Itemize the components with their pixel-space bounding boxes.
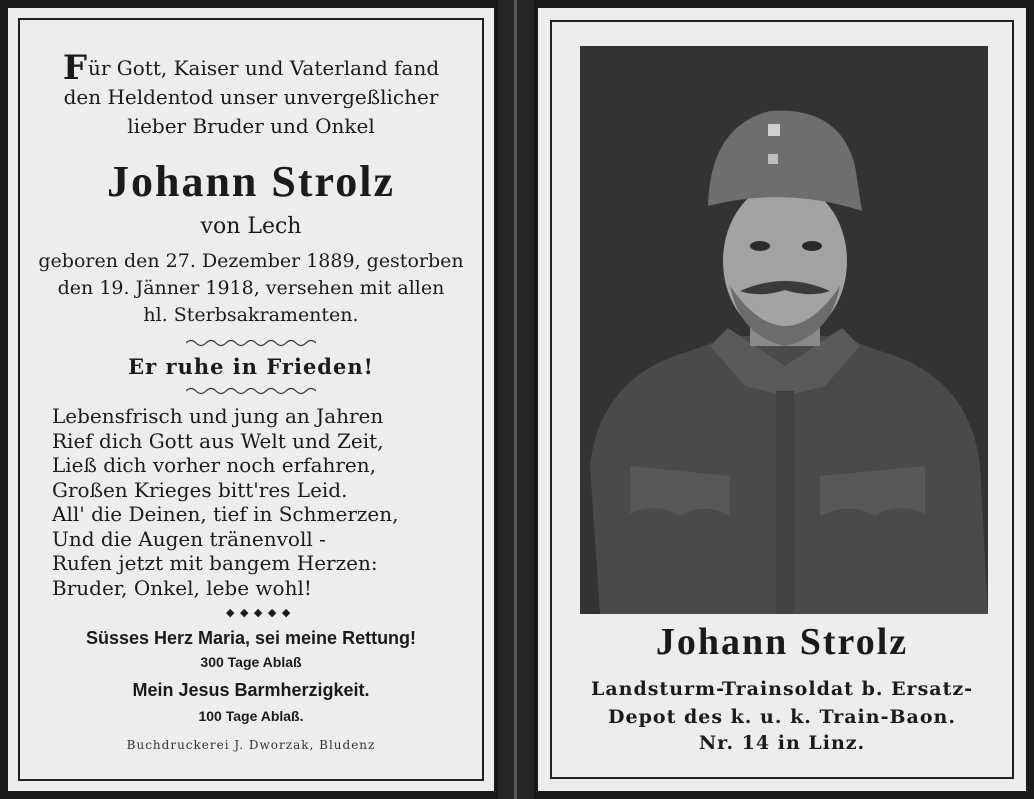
indulgence-300: 300 Tage Ablaß <box>200 654 302 670</box>
deceased-name: Johann Strolz <box>106 157 396 206</box>
poem-line: Großen Krieges bitt'res Leid. <box>52 477 348 502</box>
poem-line: Bruder, Onkel, lebe wohl! <box>52 575 312 600</box>
squiggle-divider-top <box>186 338 316 348</box>
poem-line: Ließ dich vorher noch erfahren, <box>52 453 377 477</box>
prayer-jesus-mercy: Mein Jesus Barmherzigkeit. <box>132 680 370 700</box>
prayer-heart-of-mary: Süsses Herz Maria, sei meine Rettung! <box>85 628 417 648</box>
printer-credit: Buchdruckerei J. Dworzak, Bludenz <box>126 738 376 752</box>
poem-line: Rufen jetzt mit bangem Herzen: <box>52 551 378 575</box>
poem-line: Und die Augen tränenvoll - <box>52 526 326 551</box>
origin-text: von Lech <box>200 214 302 239</box>
dates-text <box>8 248 494 329</box>
dates-line-1: geboren den 27. Dezember 1889, gestorben <box>38 250 464 272</box>
intro-line-3: lieber Bruder und Onkel <box>127 114 375 138</box>
left-memorial-card <box>8 8 494 791</box>
intro-text <box>8 48 494 141</box>
card-fold <box>498 0 534 799</box>
memorial-poem <box>52 404 398 600</box>
poem-line: Rief dich Gott aus Welt und Zeit, <box>52 428 384 453</box>
poem-line: All' die Deinen, tief in Schmerzen, <box>52 502 399 526</box>
poem-line: Lebensfrisch und jung an Jahren <box>52 404 384 428</box>
dates-line-2: den 19. Jänner 1918, versehen mit allen <box>57 277 445 299</box>
intro-line-2: den Heldentod unser unvergeßlicher <box>63 85 439 109</box>
caption-line-1: Landsturm-Trainsoldat b. Ersatz- <box>590 678 974 700</box>
dates-line-3: hl. Sterbsakramenten. <box>143 304 359 326</box>
intro-initial: F <box>62 48 87 88</box>
caption-line-3: Nr. 14 in Linz. <box>698 732 866 754</box>
intro-line-1: ür Gott, Kaiser und Vaterland fand <box>87 56 440 80</box>
rest-in-peace: Er ruhe in Frieden! <box>128 354 374 379</box>
ornament-divider: ◆ ◆ ◆ ◆ ◆ <box>226 606 292 619</box>
right-memorial-card <box>538 8 1026 791</box>
soldier-portrait-photo <box>580 46 988 614</box>
squiggle-divider-bottom <box>186 386 316 396</box>
indulgence-100: 100 Tage Ablaß. <box>198 708 304 724</box>
caption-name: Johann Strolz <box>655 621 909 663</box>
caption-line-2: Depot des k. u. k. Train-Baon. <box>608 706 956 728</box>
